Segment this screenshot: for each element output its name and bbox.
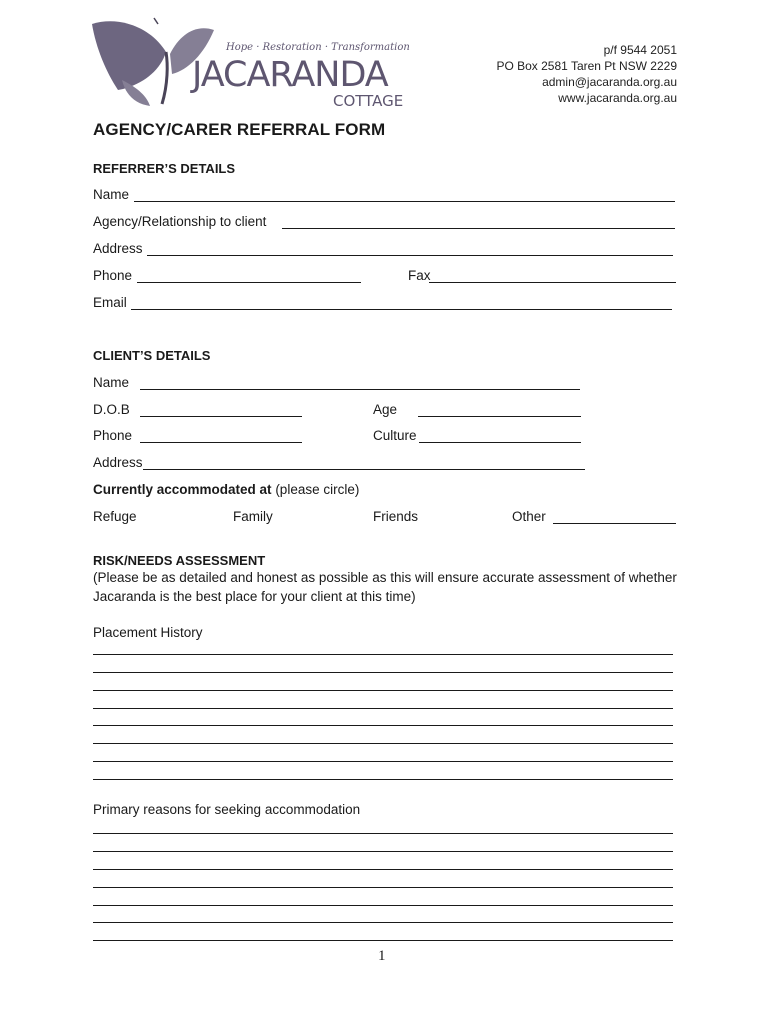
client-address-label: Address: [93, 455, 143, 470]
logo-subname: COTTAGE: [333, 92, 404, 110]
accommodated-label: Currently accommodated at: [93, 482, 272, 497]
client-age-label: Age: [373, 402, 398, 417]
client-culture-label: Culture: [373, 428, 417, 443]
contact-phone: p/f 9544 2051: [603, 43, 677, 57]
referrer-heading: REFERRER’S DETAILS: [93, 161, 236, 176]
placement-history-line[interactable]: [93, 654, 673, 655]
risk-intro: (Please be as detailed and honest as possible as this will ensure accurate assessment of whether Jacaranda is the best place for your client at this time): [93, 570, 677, 604]
contact-email[interactable]: admin@jacaranda.org.au: [542, 75, 677, 89]
placement-history-label: Placement History: [93, 625, 203, 640]
placement-history-line[interactable]: [93, 779, 673, 780]
accommodated-note: (please circle): [275, 482, 360, 497]
primary-reasons-line[interactable]: [93, 887, 673, 888]
option-family[interactable]: Family: [233, 509, 273, 524]
client-name-field[interactable]: [140, 389, 580, 390]
placement-history-line[interactable]: [93, 743, 673, 744]
form-title: AGENCY/CARER REFERRAL FORM: [93, 120, 386, 139]
referrer-name-label: Name: [93, 187, 130, 202]
placement-history-line[interactable]: [93, 690, 673, 691]
primary-reasons-label: Primary reasons for seeking accommodation: [93, 802, 361, 817]
client-heading: CLIENT’S DETAILS: [93, 348, 211, 363]
placement-history-line[interactable]: [93, 725, 673, 726]
referrer-address-label: Address: [93, 241, 143, 256]
risk-heading: RISK/NEEDS ASSESSMENT: [93, 553, 266, 568]
placement-history-line[interactable]: [93, 761, 673, 762]
referrer-agency-field[interactable]: [282, 228, 675, 229]
logo-name: JACARANDA: [192, 55, 388, 95]
referrer-email-label: Email: [93, 295, 127, 310]
primary-reasons-line[interactable]: [93, 922, 673, 923]
referrer-agency-label: Agency/Relationship to client: [93, 214, 267, 229]
client-address-field[interactable]: [143, 469, 585, 470]
option-friends[interactable]: Friends: [373, 509, 419, 524]
contact-po-box: PO Box 2581 Taren Pt NSW 2229: [496, 59, 677, 73]
referrer-name-field[interactable]: [134, 201, 675, 202]
client-phone-label: Phone: [93, 428, 133, 443]
contact-website[interactable]: www.jacaranda.org.au: [558, 91, 677, 105]
option-refuge[interactable]: Refuge: [93, 509, 137, 524]
placement-history-line[interactable]: [93, 672, 673, 673]
accommodated-prompt: [93, 482, 359, 497]
option-other[interactable]: Other: [512, 509, 546, 524]
contact-block: [496, 42, 677, 106]
placement-history-line[interactable]: [93, 708, 673, 709]
primary-reasons-line[interactable]: [93, 940, 673, 941]
jacaranda-logo: [88, 14, 418, 110]
logo-tagline: Hope · Restoration · Transformation: [226, 42, 410, 53]
referrer-email-field[interactable]: [131, 309, 672, 310]
primary-reasons-line[interactable]: [93, 869, 673, 870]
page-number: 1: [378, 948, 386, 964]
primary-reasons-line[interactable]: [93, 833, 673, 834]
butterfly-logo-graphic: [88, 14, 418, 110]
referrer-fax-field[interactable]: [429, 282, 676, 283]
option-other-field[interactable]: [553, 523, 676, 524]
referrer-phone-field[interactable]: [137, 282, 361, 283]
client-dob-field[interactable]: [140, 416, 302, 417]
client-culture-field[interactable]: [419, 442, 581, 443]
primary-reasons-line[interactable]: [93, 851, 673, 852]
client-name-label: Name: [93, 375, 130, 390]
client-dob-label: D.O.B: [93, 402, 130, 417]
referrer-phone-label: Phone: [93, 268, 133, 283]
client-phone-field[interactable]: [140, 442, 302, 443]
primary-reasons-line[interactable]: [93, 905, 673, 906]
referrer-fax-label: Fax: [408, 268, 431, 283]
client-age-field[interactable]: [418, 416, 581, 417]
referrer-address-field[interactable]: [147, 255, 673, 256]
